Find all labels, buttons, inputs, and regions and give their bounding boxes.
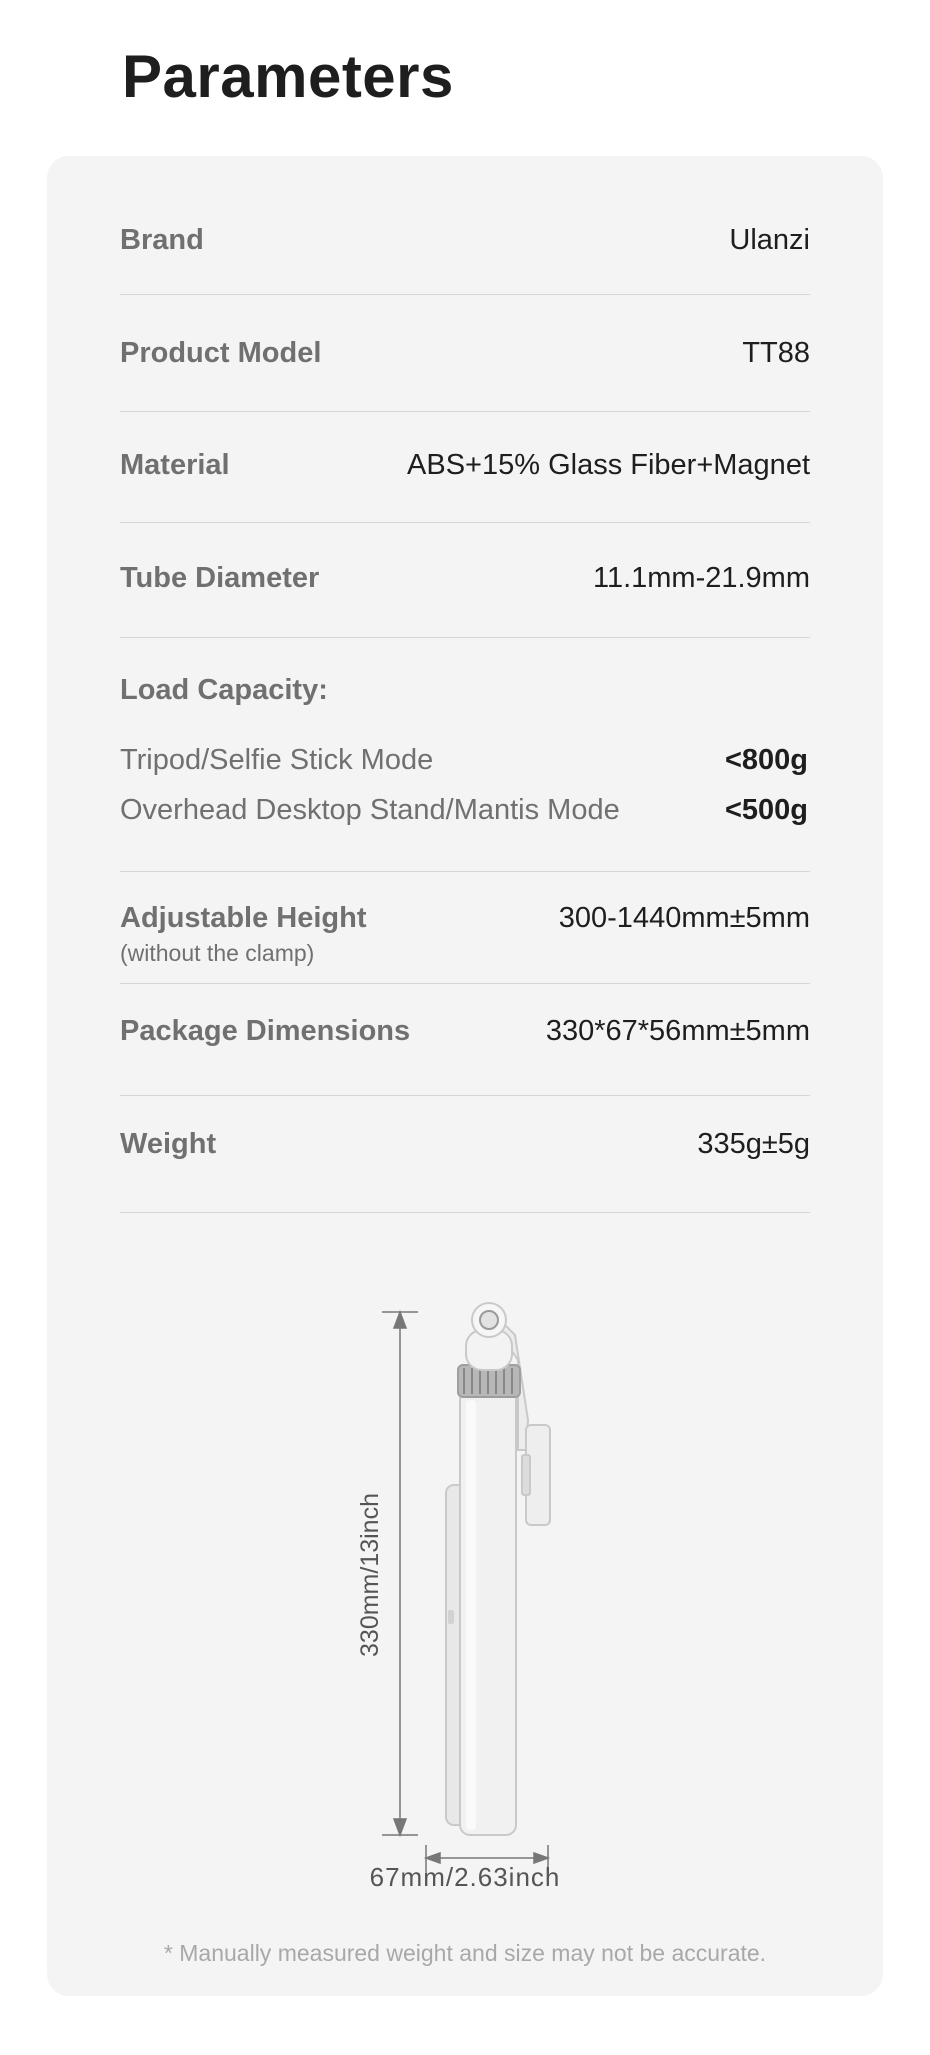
spec-value: Ulanzi <box>729 224 810 256</box>
divider <box>120 1212 810 1213</box>
spec-label: Adjustable Height <box>120 902 367 934</box>
tripod-product <box>446 1303 550 1835</box>
spec-label: Material <box>120 449 230 481</box>
spec-label: Weight <box>120 1128 217 1160</box>
product-dimension-illustration <box>340 1290 620 1910</box>
spec-label: Product Model <box>120 337 322 369</box>
load-capacity-label: Load Capacity: <box>120 674 328 706</box>
spec-label: Brand <box>120 224 204 256</box>
spec-value: 335g±5g <box>697 1128 810 1160</box>
spec-sublabel: (without the clamp) <box>120 940 315 966</box>
page-title: Parameters <box>122 43 454 110</box>
divider <box>120 522 810 523</box>
load-mode: Tripod/Selfie Stick Mode <box>120 744 434 776</box>
divider <box>120 411 810 412</box>
divider <box>120 637 810 638</box>
divider <box>120 983 810 984</box>
spec-value: 330*67*56mm±5mm <box>545 1015 810 1047</box>
divider <box>120 871 810 872</box>
footnote: * Manually measured weight and size may not be accurate. <box>163 1940 767 1966</box>
load-mode: Overhead Desktop Stand/Mantis Mode <box>120 794 620 826</box>
height-dimension-line <box>382 1312 418 1835</box>
spec-value: 11.1mm-21.9mm <box>592 562 810 594</box>
load-value: <500g <box>724 794 808 826</box>
load-value: <800g <box>724 744 808 776</box>
spec-label: Tube Diameter <box>120 562 320 594</box>
divider <box>120 1095 810 1096</box>
spec-value: 300-1440mm±5mm <box>558 902 810 934</box>
width-dimension-label: 67mm/2.63inch <box>369 1862 561 1892</box>
height-dimension-label: 330mm/13inch <box>356 1493 384 1657</box>
spec-value: ABS+15% Glass Fiber+Magnet <box>407 449 810 481</box>
divider <box>120 294 810 295</box>
spec-label: Package Dimensions <box>120 1015 411 1047</box>
spec-value: TT88 <box>742 337 810 369</box>
